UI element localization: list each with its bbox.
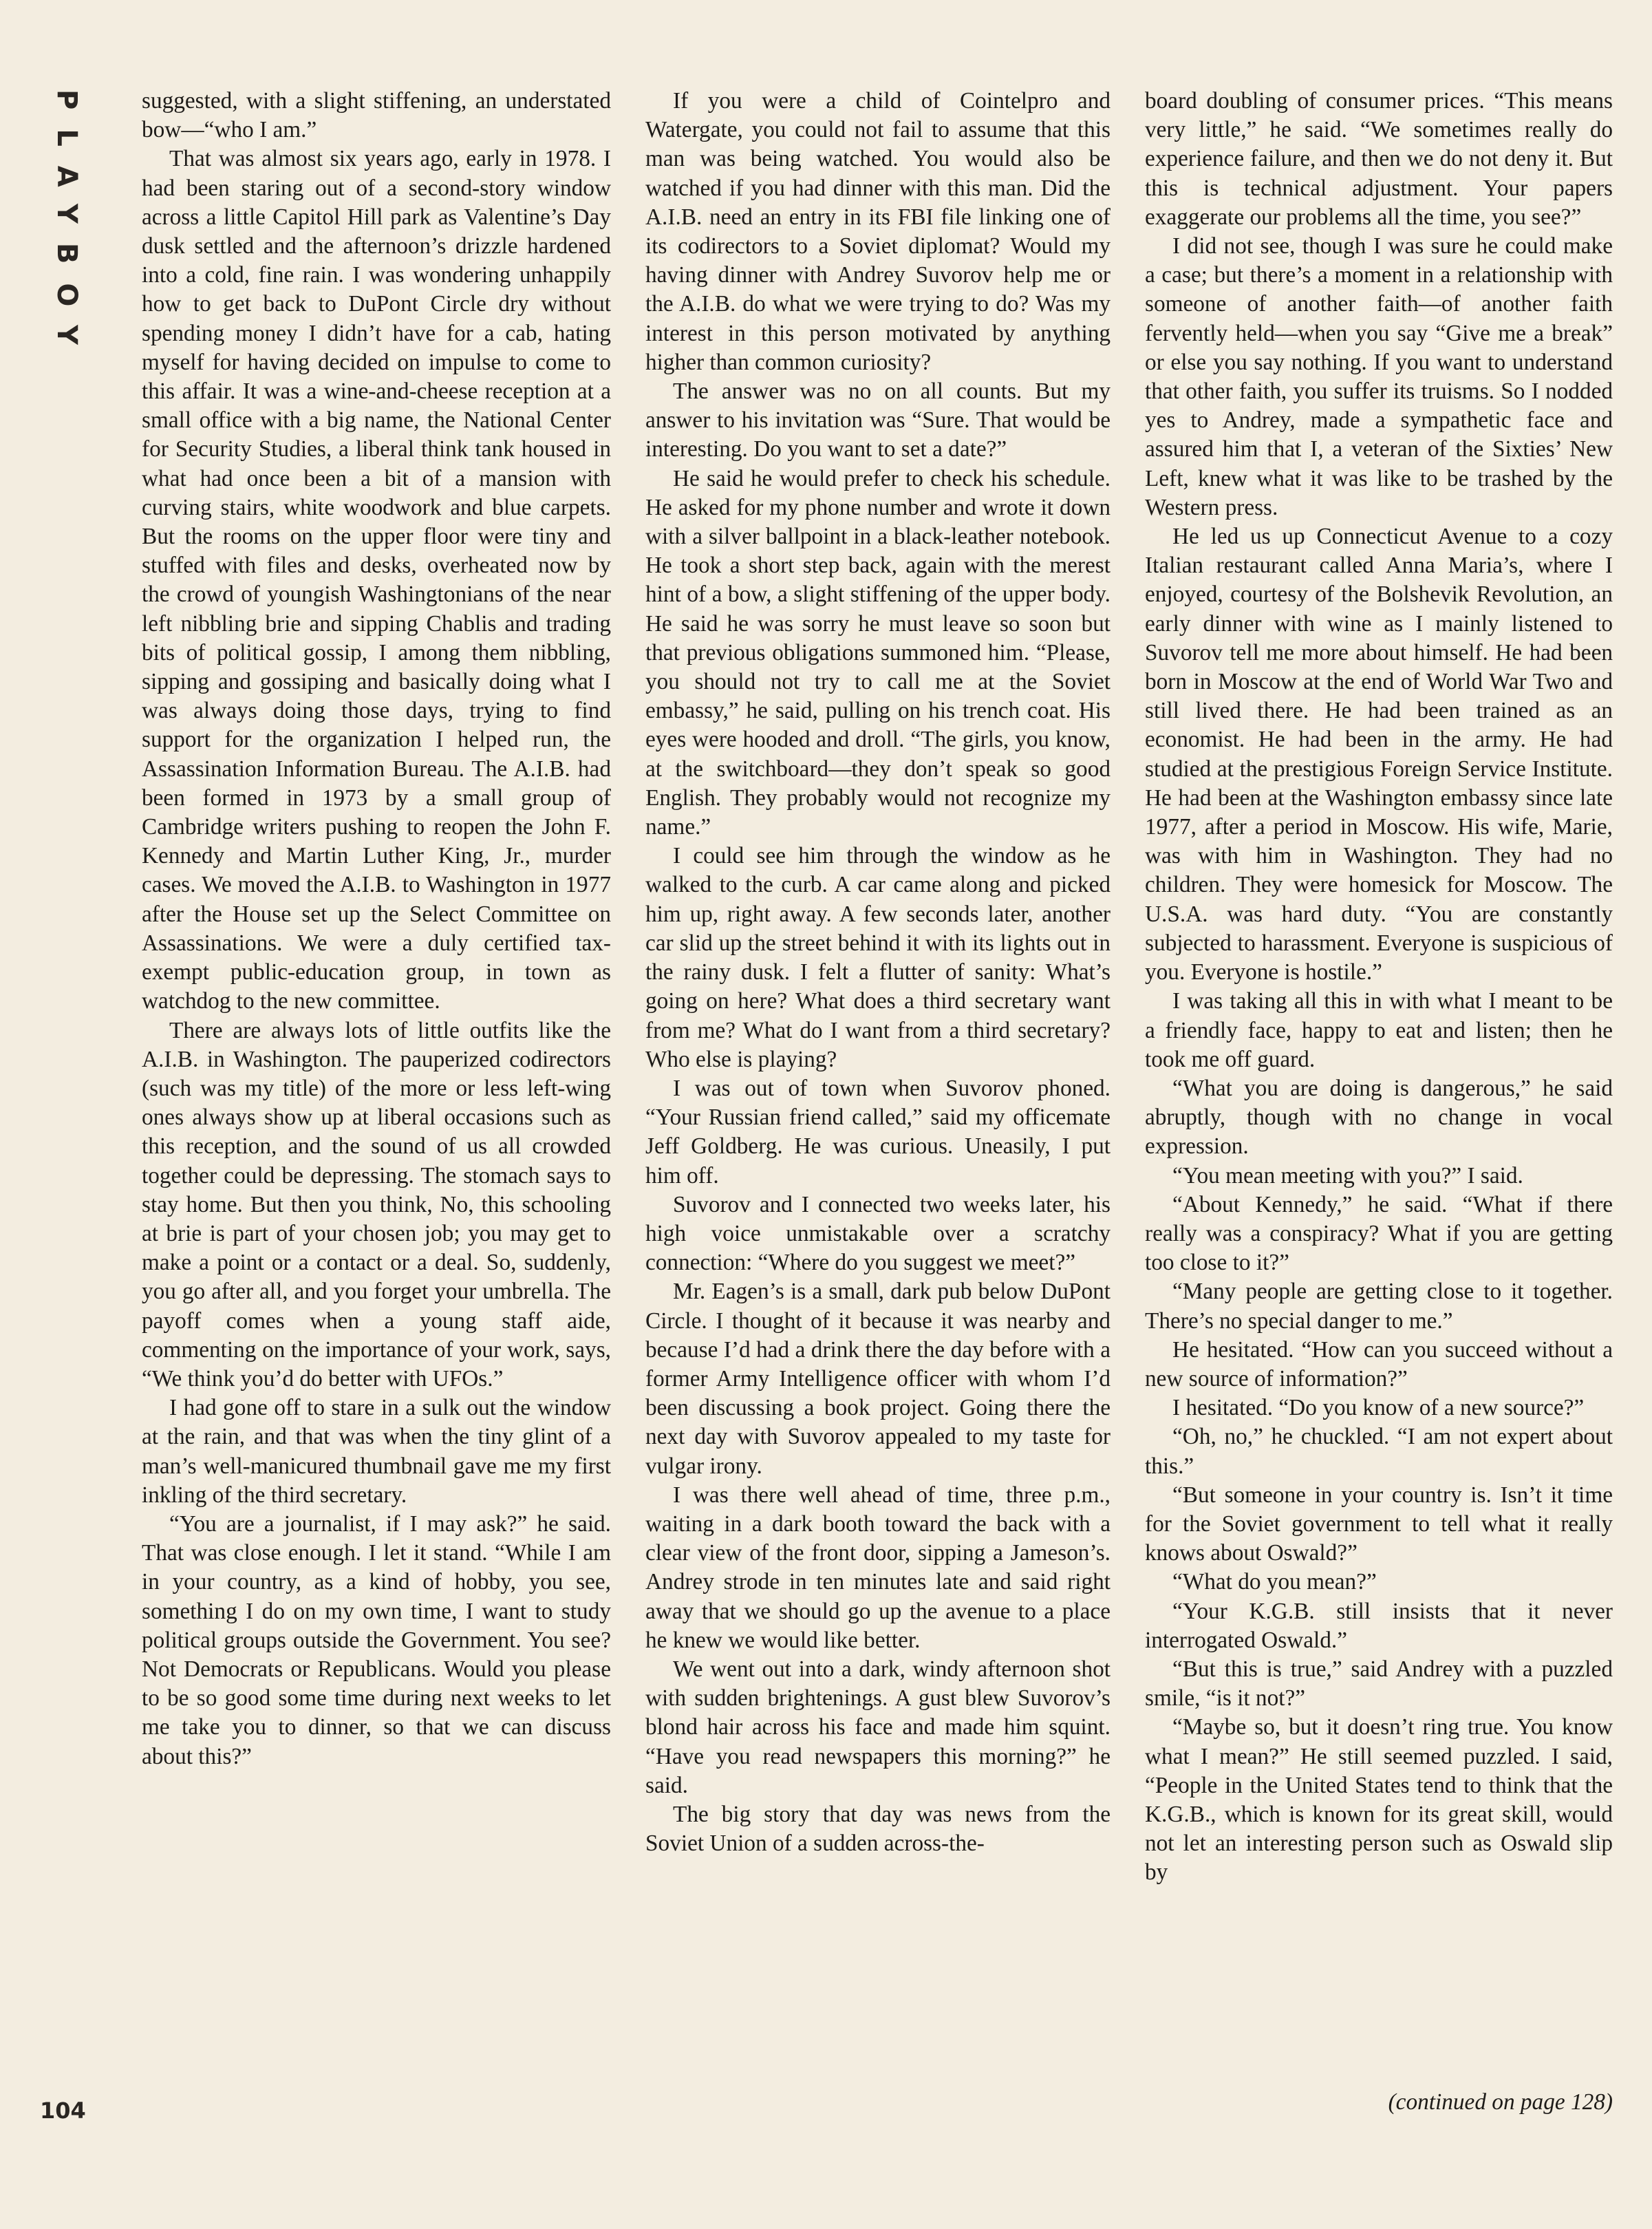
magazine-name: PLAYBOY [51, 89, 83, 364]
article-paragraph: Suvorov and I connected two weeks later, his high voice unmistakable over a scratchy connection: “Where do you suggest we meet?” [645, 1191, 1111, 1276]
article-paragraph: “What you are doing is dangerous,” he said abruptly, though with no change in vocal expression. [1145, 1075, 1613, 1160]
article-paragraph: “What do you mean?” [1172, 1569, 1377, 1595]
article-paragraph: I had gone off to stare in a sulk out the window at the rain, and that was when the tiny glint of a man’s well-manicured thumbnail gave me my first inkling of the third secretary. [142, 1395, 611, 1508]
article-paragraph: I could see him through the window as he walked to the curb. A car came along and picked him up, right away. A few seconds later, another car slid up the street behind it with its lights out in the rainy dusk. I felt a flutter of sanity: What’s going on here? What does a third secretary want from me? What do I want from a third secretary? Who else is playing? [645, 843, 1111, 1072]
article-paragraph: He hesitated. “How can you succeed without a new source of information?” [1145, 1336, 1613, 1391]
page-number: 104 [40, 2098, 86, 2124]
article-column-1 [142, 87, 611, 1771]
article-paragraph: “Your K.G.B. still insists that it never interrogated Oswald.” [1145, 1598, 1613, 1653]
article-column-2 [645, 87, 1111, 1858]
article-column-3 [1145, 87, 1613, 1888]
article-paragraph: “You are a journalist, if I may ask?” he said. That was close enough. I let it stand. “While I am in your country, as a kind of hobby, you see, something I do on my own time, I want to study political groups outside the Government. You see? Not Democrats or Republicans. Would you please to be so good some time during next weeks to let me take you to dinner, so that we can discuss about this?” [142, 1511, 611, 1769]
article-paragraph: We went out into a dark, windy afternoon shot with sudden brightenings. A gust blew Suvorov’s blond hair across his face and made him squint. “Have you read newspapers this morning?” he said. [645, 1656, 1111, 1798]
article-paragraph: “About Kennedy,” he said. “What if there really was a conspiracy? What if you are getting too close to it?” [1145, 1191, 1613, 1276]
article-paragraph: “But this is true,” said Andrey with a puzzled smile, “is it not?” [1145, 1656, 1613, 1711]
article-paragraph: I hesitated. “Do you know of a new source?” [1172, 1395, 1585, 1421]
continued-note: (continued on page 128) [1388, 2089, 1613, 2115]
article-paragraph: board doubling of consumer prices. “This means very little,” he said. “We sometimes really do experience failure, and then we do not deny it. But this is technical adjustment. Your papers exaggerate our problems all the time, you see?” [1145, 88, 1613, 230]
article-paragraph: That was almost six years ago, early in 1978. I had been staring out of a second-story window across a little Capitol Hill park as Valentine’s Day dusk settled and the afternoon’s drizzle hardened into a cold, fine rain. I was wondering unhappily how to get back to DuPont Circle dry without spending money I didn’t have for a cab, hating myself for having decided on impulse to come to this affair. It was a wine-and-cheese reception at a small office with a big name, the National Center for Security Studies, a liberal think tank housed in what had once been a bit of a mansion with curving stairs, white woodwork and blue carpets. But the rooms on the upper floor were tiny and stuffed with files and desks, overheated now by the crowd of youngish Washingtonians of the near left nibbling brie and sipping Chablis and trading bits of political gossip, I among them nibbling, sipping and gossiping and basically doing what I was always doing those days, trying to find support for the organization I helped run, the Assassination Information Bureau. The A.I.B. had been formed in 1973 by a small group of Cambridge writers pushing to reopen the John F. Kennedy and Martin Luther King, Jr., murder cases. We moved the A.I.B. to Washington in 1977 after the House set up the Select Committee on Assassinations. We were a duly certified tax-exempt public-education group, in town as watchdog to the new committee. [142, 146, 611, 1014]
article-paragraph: I was taking all this in with what I meant to be a friendly face, happy to eat and listen; then he took me off guard. [1145, 988, 1613, 1072]
article-paragraph: Mr. Eagen’s is a small, dark pub below DuPont Circle. I thought of it because it was nearby and because I’d had a drink there the day before with a former Army Intelligence officer with whom I’d been discussing a book project. Going there the next day with Suvorov appealed to my taste for vulgar irony. [645, 1279, 1111, 1479]
article-paragraph: He led us up Connecticut Avenue to a cozy Italian restaurant called Anna Maria’s, where I enjoyed, courtesy of the Bolshevik Revolution, an early dinner with wine as I mainly listened to Suvorov tell me more about himself. He had been born in Moscow at the end of World War Two and still lived there. He had been trained as an economist. He had been in the army. He had studied at the prestigious Foreign Service Institute. He had been at the Washington embassy since late 1977, after a period in Moscow. His wife, Marie, was with him in Washington. They had no children. They were homesick for Moscow. The U.S.A. was hard duty. “You are constantly subjected to harassment. Everyone is suspicious of you. Everyone is hostile.” [1145, 524, 1613, 985]
article-paragraph: “Maybe so, but it doesn’t ring true. You know what I mean?” He still seemed puzzled. I said, “People in the United States tend to think that the K.G.B., which is known for its great skill, would not let an interesting person such as Oswald slip by [1145, 1714, 1613, 1886]
article-paragraph: The answer was no on all counts. But my answer to his invitation was “Sure. That would be interesting. Do you want to set a date?” [645, 378, 1111, 462]
article-paragraph: “You mean meeting with you?” I said. [1172, 1162, 1523, 1188]
article-paragraph: I was out of town when Suvorov phoned. “Your Russian friend called,” said my officemate Jeff Goldberg. He was curious. Uneasily, I put him off. [645, 1075, 1111, 1188]
article-paragraph: I was there well ahead of time, three p.m., waiting in a dark booth toward the back with a clear view of the front door, sipping a Jameson’s. Andrey strode in ten minutes late and said right away that we should go up the avenue to a place he knew we would like better. [645, 1482, 1111, 1653]
magazine-sidebar [41, 89, 124, 364]
article-paragraph: There are always lots of little outfits like the A.I.B. in Washington. The pauperized codirectors (such was my title) of the more or less left-wing ones always show up at liberal occasions such as this reception, and the sound of us all crowded together could be depressing. The stomach says to stay home. But then you think, No, this schooling at brie is part of your chosen job; you may get to make a point or a contact or a deal. So, suddenly, you go after all, and you forget your umbrella. The payoff comes when a young staff aide, commenting on the importance of your work, says, “We think you’d do better with UFOs.” [142, 1017, 611, 1391]
article-paragraph: “Many people are getting close to it together. There’s no special danger to me.” [1145, 1279, 1613, 1334]
article-paragraph: If you were a child of Cointelpro and Watergate, you could not fail to assume that this man was being watched. You would also be watched if you had dinner with this man. Did the A.I.B. need an entry in its FBI file linking one of its codirectors to a Soviet diplomat? Would my having dinner with Andrey Suvorov help me or the A.I.B. do what we were trying to do? Was my interest in this person motivated by anything higher than common curiosity? [645, 88, 1111, 375]
article-paragraph: The big story that day was news from the Soviet Union of a sudden across-the- [645, 1801, 1111, 1857]
article-paragraph: “Oh, no,” he chuckled. “I am not expert about this.” [1145, 1424, 1613, 1479]
article-paragraph: “But someone in your country is. Isn’t it time for the Soviet government to tell what it really knows about Oswald?” [1145, 1482, 1613, 1566]
article-paragraph: He said he would prefer to check his schedule. He asked for my phone number and wrote it down with a silver ballpoint in a black-leather notebook. He took a short step back, again with the merest hint of a bow, a slight stiffening of the upper body. He said he was sorry he must leave so soon but that previous obligations summoned him. “Please, you should not try to call me at the Soviet embassy,” he said, pulling on his trench coat. His eyes were hooded and droll. “The girls, you know, at the switchboard—they don’t speak so good English. They probably would not recognize my name.” [645, 465, 1111, 840]
article-paragraph: suggested, with a slight stiffening, an understated bow—“who I am.” [142, 88, 611, 143]
article-paragraph: I did not see, though I was sure he could make a case; but there’s a moment in a relationship with someone of another faith—of another faith fervently held—when you say “Give me a break” or else you say nothing. If you want to understand that other faith, you suffer its truisms. So I nodded yes to Andrey, made a sympathetic face and assured him that I, a veteran of the Sixties’ New Left, knew what it was like to be trashed by the Western press. [1145, 233, 1613, 520]
